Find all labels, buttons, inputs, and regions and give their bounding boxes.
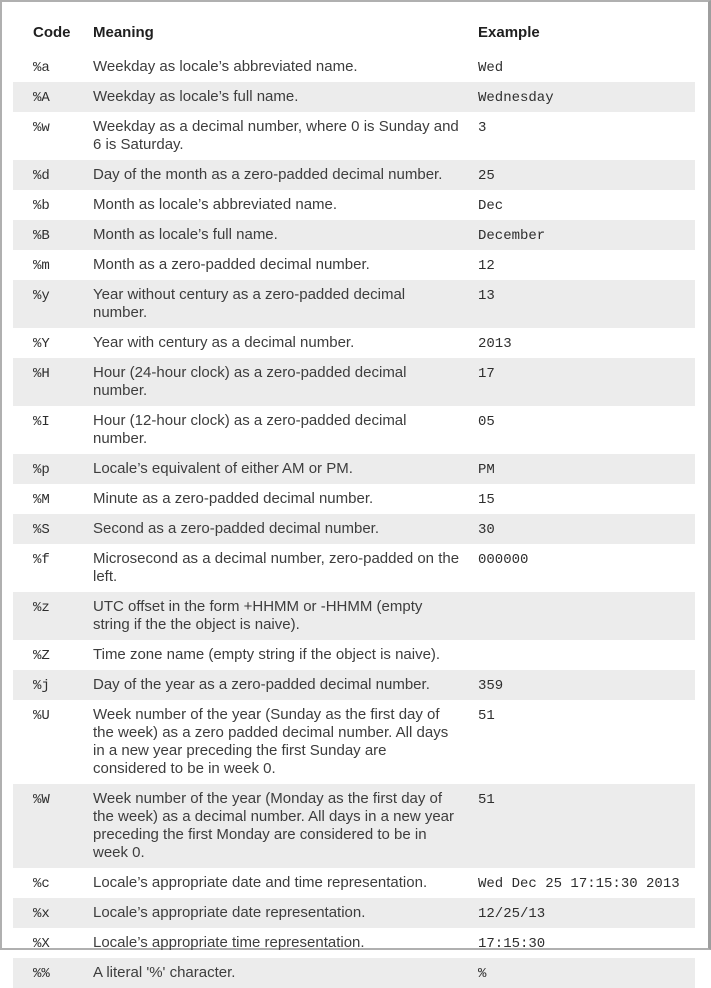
meaning-cell: Locale’s appropriate date representation. <box>93 898 478 928</box>
table-row <box>13 958 695 988</box>
table-row <box>13 82 695 112</box>
code-cell: %B <box>13 220 93 250</box>
code-cell: %x <box>13 898 93 928</box>
code-cell: %X <box>33 936 50 952</box>
table-row <box>13 514 695 544</box>
example-cell: 05 <box>478 414 495 430</box>
code-cell: %m <box>33 258 50 274</box>
code-cell: %U <box>33 708 50 724</box>
strftime-format-table <box>13 12 695 988</box>
table-row <box>13 328 695 358</box>
table-row <box>13 700 695 784</box>
example-cell: 2013 <box>478 336 512 352</box>
table-row <box>13 250 695 280</box>
example-cell: December <box>478 220 695 250</box>
meaning-cell: Week number of the year (Sunday as the first day of the week) as a zero padded decimal number. All days in a new year preceding the first Sunday are considered to be in week 0. <box>93 706 449 777</box>
example-cell: Dec <box>478 198 504 214</box>
code-cell: %b <box>33 198 50 214</box>
code-cell: %f <box>33 552 50 568</box>
meaning-cell: Weekday as a decimal number, where 0 is Sunday and 6 is Saturday. <box>93 118 459 153</box>
meaning-cell: Hour (24-hour clock) as a zero-padded decimal number. <box>93 358 478 406</box>
table-header <box>13 12 695 52</box>
example-cell: Wed <box>478 60 504 76</box>
table-row <box>13 112 695 160</box>
meaning-cell: Microsecond as a decimal number, zero-padded on the left. <box>93 550 460 585</box>
example-cell: 3 <box>478 120 487 136</box>
meaning-cell: Month as locale’s abbreviated name. <box>93 196 338 213</box>
code-cell: %j <box>13 670 93 700</box>
meaning-cell: Locale’s equivalent of either AM or PM. <box>93 454 478 484</box>
table-row <box>13 190 695 220</box>
example-cell: 17 <box>478 358 695 406</box>
example-cell: Wed Dec 25 17:15:30 2013 <box>478 876 680 892</box>
meaning-cell: Day of the month as a zero-padded decimal number. <box>93 160 478 190</box>
example-cell: 000000 <box>478 552 529 568</box>
code-cell: %a <box>33 60 50 76</box>
table-row <box>13 640 695 670</box>
table-row <box>13 544 695 592</box>
example-cell: 30 <box>478 514 695 544</box>
code-cell: %H <box>13 358 93 406</box>
table-row <box>13 358 695 406</box>
table-row <box>13 160 695 190</box>
example-cell: 51 <box>478 708 495 724</box>
table-row <box>13 220 695 250</box>
table-body <box>13 52 695 988</box>
table-row <box>13 406 695 454</box>
meaning-cell: Year with century as a decimal number. <box>93 334 355 351</box>
example-cell: Wednesday <box>478 82 695 112</box>
meaning-cell: Month as locale’s full name. <box>93 220 478 250</box>
meaning-cell: Minute as a zero-padded decimal number. <box>93 490 374 507</box>
table-row <box>13 868 695 898</box>
table-row <box>13 454 695 484</box>
column-header-code: Code <box>33 24 71 41</box>
table-row <box>13 784 695 868</box>
example-cell: 51 <box>478 784 695 868</box>
meaning-cell: Week number of the year (Monday as the first day of the week) as a decimal number. All days in a new year preceding the first Monday are considered to be in week 0. <box>93 784 478 868</box>
table-row <box>13 484 695 514</box>
code-cell: %y <box>13 280 93 328</box>
example-cell: 359 <box>478 670 695 700</box>
code-cell: %z <box>13 592 93 640</box>
example-cell: PM <box>478 454 695 484</box>
table-row <box>13 592 695 640</box>
meaning-cell: Weekday as locale’s abbreviated name. <box>93 58 358 75</box>
code-cell: %A <box>13 82 93 112</box>
example-cell: 13 <box>478 280 695 328</box>
code-cell: %I <box>33 414 50 430</box>
meaning-cell: Locale’s appropriate date and time representation. <box>93 874 428 891</box>
meaning-cell: A literal '%' character. <box>93 958 478 988</box>
code-cell: %S <box>13 514 93 544</box>
meaning-cell: Locale’s appropriate time representation. <box>93 934 365 951</box>
example-cell: 12 <box>478 258 495 274</box>
code-cell: %p <box>13 454 93 484</box>
header-row <box>13 12 695 52</box>
column-header-meaning: Meaning <box>93 24 154 41</box>
meaning-cell: Time zone name (empty string if the object is naive). <box>93 646 441 663</box>
example-cell: 25 <box>478 160 695 190</box>
table-row <box>13 280 695 328</box>
example-cell: % <box>478 958 695 988</box>
meaning-cell: Weekday as locale’s full name. <box>93 82 478 112</box>
example-cell: 15 <box>478 492 495 508</box>
table-row <box>13 898 695 928</box>
meaning-cell: Hour (12-hour clock) as a zero-padded decimal number. <box>93 412 407 447</box>
code-cell: %w <box>33 120 50 136</box>
code-cell: %M <box>33 492 50 508</box>
example-cell: 12/25/13 <box>478 898 695 928</box>
code-cell: %% <box>13 958 93 988</box>
code-cell: %d <box>13 160 93 190</box>
example-cell <box>478 592 695 640</box>
code-cell: %c <box>33 876 50 892</box>
example-cell: 17:15:30 <box>478 936 546 952</box>
code-cell: %W <box>13 784 93 868</box>
meaning-cell: Second as a zero-padded decimal number. <box>93 514 478 544</box>
meaning-cell: Year without century as a zero-padded decimal number. <box>93 280 478 328</box>
table-row <box>13 52 695 82</box>
code-cell: %Z <box>33 648 50 664</box>
table-row <box>13 670 695 700</box>
table-row <box>13 928 695 958</box>
example-cell <box>478 640 695 670</box>
meaning-cell: Day of the year as a zero-padded decimal number. <box>93 670 478 700</box>
meaning-cell: UTC offset in the form +HHMM or -HHMM (empty string if the the object is naive). <box>93 592 478 640</box>
column-header-example: Example <box>478 24 540 41</box>
code-cell: %Y <box>33 336 50 352</box>
meaning-cell: Month as a zero-padded decimal number. <box>93 256 370 273</box>
